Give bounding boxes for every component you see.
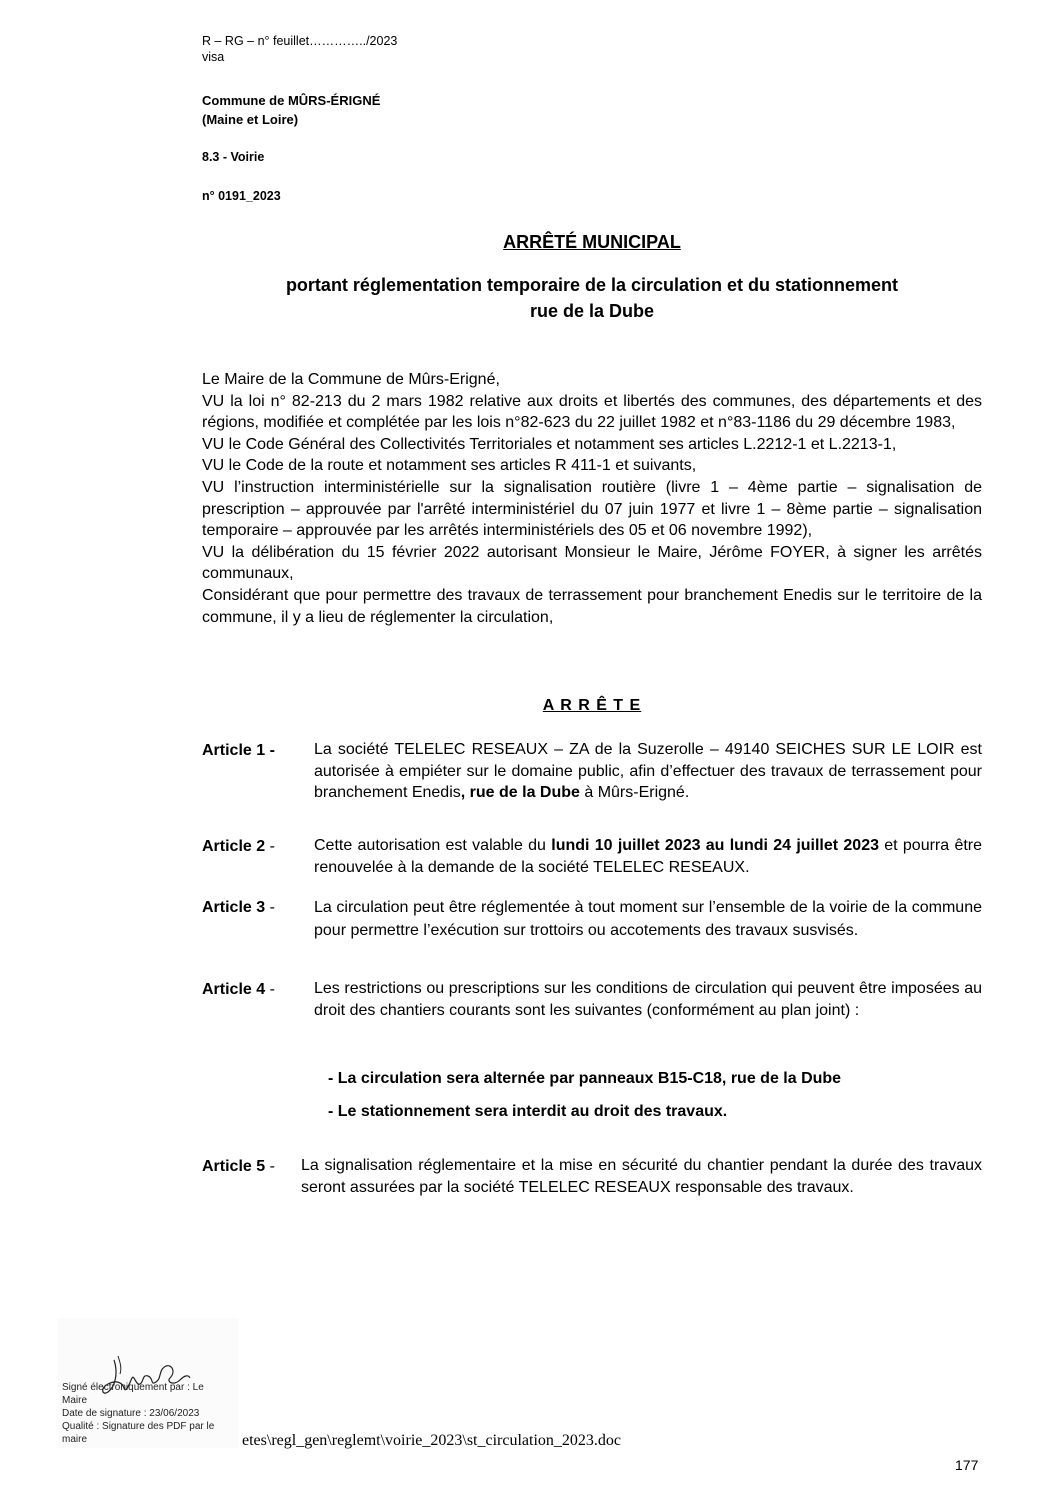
signature-signed-by: Signé électroniquement par : Le bbox=[62, 1382, 204, 1393]
arrete-number: n° 0191_2023 bbox=[202, 189, 281, 203]
arrete-heading: A R R Ê T E bbox=[542, 697, 642, 714]
preamble-intro: Le Maire de la Commune de Mûrs-Erigné, bbox=[202, 371, 500, 388]
article-2-text-end: et pourra être renouvelée à la demande de la société TELELEC RESEAUX. bbox=[314, 837, 983, 876]
article-4-bullet-1: - La circulation sera alternée par panneaux B15-C18, rue de la Dube bbox=[328, 1070, 842, 1087]
commune-name: Commune de MÛRS-ÉRIGNÉ bbox=[202, 93, 381, 108]
page-number: 177 bbox=[955, 1457, 979, 1473]
preamble-vu-cgct: VU le Code Général des Collectivités Territoriales et notamment ses articles L.2212-1 et L.2213-1, bbox=[202, 435, 897, 453]
subtitle-line-1: portant réglementation temporaire de la circulation et du stationnement bbox=[285, 275, 899, 295]
subtitle-line-2: rue de la Dube bbox=[529, 301, 655, 321]
category-label: 8.3 - Voirie bbox=[202, 150, 265, 164]
reference-line: R – RG – n° feuillet…………../2023 bbox=[202, 34, 398, 48]
preamble-considerant: Considérant que pour permettre des travaux de terrassement pour branchement Enedis sur le territoire de la commune, il y a lieu de réglementer la circulation, bbox=[202, 586, 982, 626]
article-3-label-text: Article 3 bbox=[202, 899, 266, 916]
visa-label: visa bbox=[202, 50, 225, 64]
page-title: ARRÊTÉ MUNICIPAL bbox=[503, 232, 681, 252]
article-1-text-bold: , rue de la Dube bbox=[460, 784, 580, 802]
preamble-vu-code-route: VU le Code de la route et notamment ses articles R 411-1 et suivants, bbox=[202, 457, 697, 475]
article-3-label bbox=[202, 898, 275, 918]
preamble-vu-instruction: VU l’instruction interministérielle sur la signalisation routière (livre 1 – 4ème partie – signalisation de prescription – approuvée par l'arrêté interministériel du 07 juin 1977 et livre 1 – 8ème partie – signalisation temporaire – approuvée par les arrêtés interministériels des 05 et 06 novembre 1992), bbox=[202, 478, 982, 540]
article-2-text-main: Cette autorisation est valable du bbox=[314, 837, 552, 854]
article-4-label-dash: - bbox=[265, 981, 275, 998]
article-3-label-dash: - bbox=[265, 899, 275, 916]
article-1-text bbox=[314, 739, 982, 804]
article-2-text-bold: lundi 10 juillet 2023 au lundi 24 juillet 2023 bbox=[551, 837, 879, 854]
article-2-label-text: Article 2 bbox=[202, 838, 266, 855]
signature-date: Date de signature : 23/06/2023 bbox=[62, 1408, 200, 1419]
article-4-label-text: Article 4 bbox=[202, 981, 266, 998]
article-5-label-text: Article 5 bbox=[202, 1158, 266, 1175]
department-name: (Maine et Loire) bbox=[202, 112, 299, 127]
article-5-label bbox=[202, 1157, 275, 1177]
signature-quality: Qualité : Signature des PDF par le bbox=[62, 1421, 215, 1432]
signature-role: Maire bbox=[62, 1395, 88, 1406]
article-2-label-dash: - bbox=[265, 838, 275, 855]
article-1-text-main: La société TELELEC RESEAUX – ZA de la Suzerolle – 49140 SEICHES SUR LE LOIR est autorisée à empiéter sur le domaine public, afin d’effectuer des travaux de terrassement pour branchement Enedis bbox=[314, 741, 982, 802]
file-path: etes\regl_gen\reglemt\voirie_2023\st_circulation_2023.doc bbox=[242, 1432, 622, 1449]
article-3-text: La circulation peut être réglementée à tout moment sur l’ensemble de la voirie de la commune pour permettre l’exécution sur trottoirs ou accotements des travaux susvisés. bbox=[314, 899, 982, 939]
signature-info bbox=[62, 1381, 214, 1446]
article-5-text: La signalisation réglementaire et la mise en sécurité du chantier pendant la durée des travaux seront assurées par la société TELELEC RESEAUX responsable des travaux. bbox=[301, 1157, 982, 1196]
article-4-label bbox=[202, 980, 275, 1000]
article-2-label bbox=[202, 837, 275, 857]
article-1-label: Article 1 - bbox=[202, 742, 275, 759]
preamble bbox=[202, 369, 982, 628]
preamble-vu-deliberation: VU la délibération du 15 février 2022 autorisant Monsieur le Maire, Jérôme FOYER, à signer les arrêtés communaux, bbox=[202, 543, 982, 583]
article-1-text-end: à Mûrs-Erigné. bbox=[579, 784, 690, 802]
article-5-label-dash: - bbox=[265, 1158, 275, 1175]
article-4-bullet-2: - Le stationnement sera interdit au droit des travaux. bbox=[328, 1103, 728, 1120]
preamble-vu-loi: VU la loi n° 82-213 du 2 mars 1982 relative aux droits et libertés des communes, des départements et des régions, modifiée et complétée par les lois n°82-623 du 22 juillet 1982 et n°83-1186 du 29 décembre 1983, bbox=[202, 392, 982, 432]
article-2-text bbox=[314, 835, 982, 878]
signature-quality-end: maire bbox=[62, 1434, 88, 1445]
article-4-text: Les restrictions ou prescriptions sur les conditions de circulation qui peuvent être imposées au droit des chantiers courants sont les suivantes (conformément au plan joint) : bbox=[314, 980, 982, 1019]
